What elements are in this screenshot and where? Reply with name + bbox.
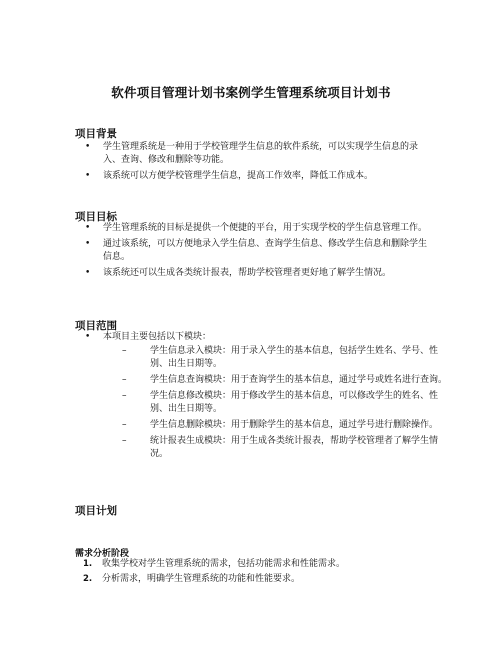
module-list <box>103 345 448 461</box>
step-number: 2. <box>83 574 93 584</box>
background-list <box>75 141 435 186</box>
step-number: 1. <box>83 559 93 569</box>
list-item: • 学生管理系统是一种用于学校管理学生信息的软件系统，可以实现学生信息的录入、查询、修改和删除等功能。 <box>75 141 435 167</box>
list-item: • 通过该系统，可以方便地录入学生信息、查询学生信息、修改学生信息和删除学生信息。 <box>75 238 435 264</box>
step-item <box>75 558 455 571</box>
list-item: • 该系统还可以生成各类统计报表，帮助学校管理者更好地了解学生情况。 <box>75 267 435 280</box>
section-heading-plan: 项目计划 <box>75 505 117 517</box>
section-heading-background: 项目背景 <box>75 128 117 140</box>
section-heading-goals: 项目目标 <box>75 211 117 223</box>
list-item: • 该系统可以方便学校管理学生信息，提高工作效率，降低工作成本。 <box>75 170 435 183</box>
scope-intro: 本项目主要包括以下模块： <box>103 332 212 342</box>
phase-heading: 需求分析阶段 <box>75 549 130 559</box>
module-item: – 学生信息录入模块：用于录入学生的基本信息，包括学生姓名、学号、性别、出生日期等。 <box>122 345 450 371</box>
step-item <box>75 573 455 586</box>
step-text: 分析需求，明确学生管理系统的功能和性能要求。 <box>102 574 301 584</box>
section-heading-scope: 项目范围 <box>75 320 117 332</box>
document-title: 软件项目管理计划书案例学生管理系统项目计划书 <box>111 85 391 100</box>
module-item: – 学生信息修改模块：用于修改学生的基本信息，可以修改学生的姓名、性别、出生日期等。 <box>122 390 450 416</box>
module-item: – 学生信息删除模块：用于删除学生的基本信息，通过学号进行删除操作。 <box>122 419 450 432</box>
module-item: – 统计报表生成模块：用于生成各类统计报表，帮助学校管理者了解学生情况。 <box>122 435 450 461</box>
module-item: – 学生信息查询模块：用于查询学生的基本信息，通过学号或姓名进行查询。 <box>122 374 450 387</box>
scope-list <box>75 331 448 464</box>
goals-list <box>75 222 435 283</box>
step-text: 收集学校对学生管理系统的需求，包括功能需求和性能需求。 <box>102 559 346 569</box>
list-item: • 学生管理系统的目标是提供一个便捷的平台，用于实现学校的学生信息管理工作。 <box>75 222 435 235</box>
list-item <box>75 331 448 461</box>
phase-steps <box>75 558 455 588</box>
